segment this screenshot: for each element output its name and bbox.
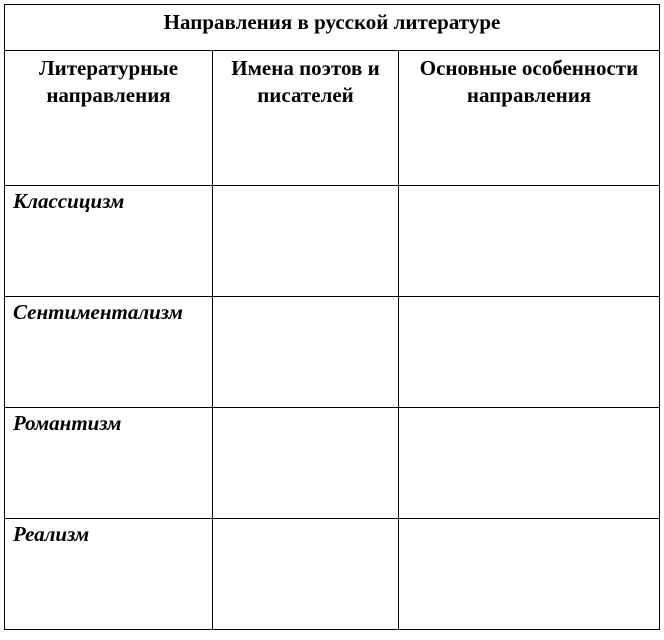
direction-cell (5, 408, 213, 519)
direction-cell (5, 519, 213, 630)
authors-cell[interactable] (213, 186, 399, 297)
features-cell[interactable] (399, 408, 660, 519)
table-row (5, 186, 660, 297)
direction-label: Реализм (13, 522, 90, 546)
table-row (5, 408, 660, 519)
direction-label: Романтизм (13, 411, 122, 435)
features-cell[interactable] (399, 519, 660, 630)
header-features: Основные особенности направления (419, 56, 639, 107)
table-title: Направления в русской литературе (163, 10, 501, 34)
table-row (5, 297, 660, 408)
features-cell[interactable] (399, 186, 660, 297)
header-directions: Литературные направления (38, 56, 179, 107)
header-cell-directions (5, 51, 213, 186)
table-row (5, 519, 660, 630)
header-cell-features (399, 51, 660, 186)
direction-label: Классицизм (13, 189, 125, 213)
authors-cell[interactable] (213, 519, 399, 630)
header-row (5, 51, 660, 186)
direction-cell (5, 186, 213, 297)
features-cell[interactable] (399, 297, 660, 408)
direction-cell (5, 297, 213, 408)
literature-directions-table (4, 4, 660, 630)
header-cell-authors (213, 51, 399, 186)
title-row (5, 5, 660, 51)
header-authors: Имена поэтов и писателей (231, 56, 380, 107)
authors-cell[interactable] (213, 297, 399, 408)
table-title-cell (5, 5, 660, 51)
direction-label: Сентиментализм (13, 300, 183, 324)
authors-cell[interactable] (213, 408, 399, 519)
